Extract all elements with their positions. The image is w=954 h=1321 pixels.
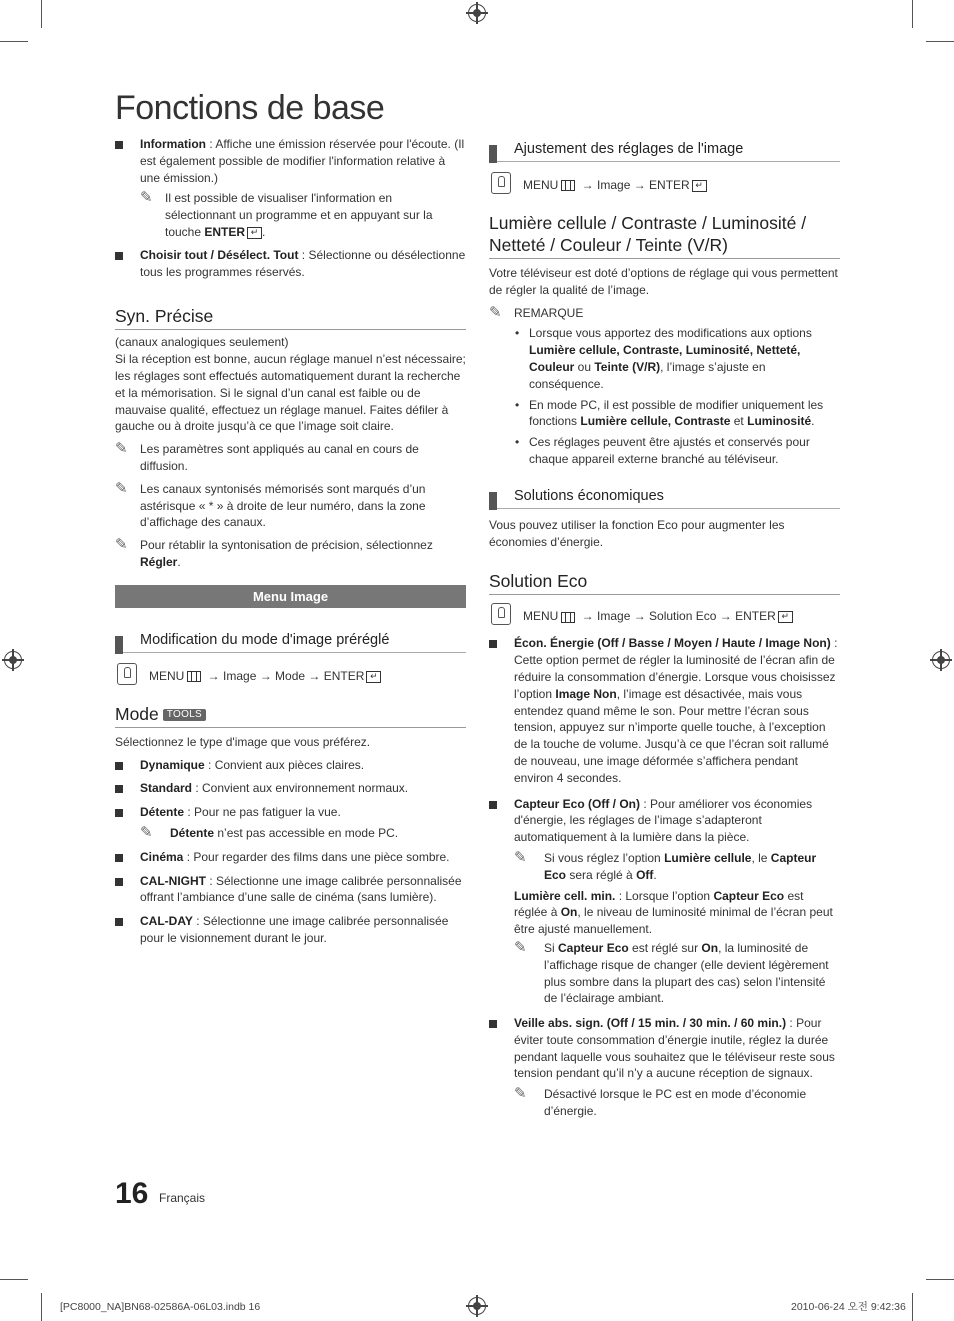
crop-mark [0,41,28,42]
crop-mark [926,41,954,42]
hand-icon [491,172,511,194]
crop-mark [912,1293,913,1321]
registration-mark-icon [932,651,950,669]
pencil-note-icon: ✎ [115,440,128,458]
pencil-note-icon: ✎ [514,848,527,866]
menu-icon [561,180,575,191]
list-item: • Ces réglages peuvent être ajustés et conservés pour chaque appareil externe branché au téléviseur. [489,434,840,468]
list-item: • En mode PC, il est possible de modifier uniquement les fonctions Lumière cellule, Contraste et Luminosité. [489,397,840,431]
paragraph: Votre téléviseur est doté d’options de réglage qui vous permettent de régler la qualité de l’image. [489,266,838,297]
subsection-heading: Modification du mode d'image préréglé [115,630,466,653]
hand-icon [117,663,137,685]
pencil-note-icon: ✎ [115,536,128,554]
note: ✎ Si Capteur Eco est réglé sur On, la luminosité de l’affichage risque de changer (elle devient légèrement plus sombre dans la plupart des cas) selon l’intensité de l’éclairage ambiant. [514,938,829,1006]
pencil-note-icon: ✎ [514,938,527,956]
paragraph: (canaux analogiques seulement) [115,335,289,350]
paragraph: Sélectionnez le type d'image que vous préférez. [115,734,371,749]
note: ✎ Détente n’est pas accessible en mode PC. [140,823,399,841]
list-item: Écon. Énergie (Off / Basse / Moyen / Haute / Image Non) : Cette option permet de régler la luminosité de l’écran afin de réduire la consommation d’énergie. Lorsque vous choisissez l’option Image Non, l’image est désactivée, mais vous entendez quand même le son. Pour mettre l’écran sous tension, appuyez sur n’importe quelle touche, à l’exception de la touche de volume. Jusqu’à ce que l’écran soit rallumé de nouveau, une image déformée s’affichera pendant environ 4 secondes. [489,635,840,786]
page-number: 16 [115,1177,149,1210]
pencil-note-icon: ✎ [140,189,153,207]
page-title: Fonctions de base [115,89,385,127]
enter-icon: ↵ [247,227,262,239]
menu-icon [187,671,201,682]
right-column [489,139,840,1120]
note: ✎ REMARQUE [489,303,584,321]
list-item: Standard : Convient aux environnement normaux. [115,780,466,797]
subsection-heading: Solutions économiques [489,486,840,509]
section-banner: Menu Image [115,585,466,608]
crop-mark [926,1279,954,1280]
section-heading: Mode TOOLS [115,703,466,728]
list-item: • Lorsque vous apportez des modifications aux options Lumière cellule, Contraste, Luminosité, Netteté, Couleur ou Teinte (V/R), l’image s’ajuste en conséquence. [489,325,840,392]
note: ✎ Désactivé lorsque le PC est en mode d’économie d’énergie. [514,1085,807,1119]
file-info: [PC8000_NA]BN68-02586A-06L03.indb 16 [60,1301,261,1313]
list-item: Cinéma : Pour regarder des films dans une pièce sombre. [115,849,466,866]
note: ✎ Les canaux syntonisés mémorisés sont marqués d’un astérisque « * » à droite de leur numéro, dans la zone d’affichage des canaux. [115,479,426,530]
menu-icon [561,612,575,623]
pencil-note-icon: ✎ [489,303,502,321]
menu-path: MENU → Image → Solution Eco → ENTER ↵ [489,605,840,629]
list-item: CAL-NIGHT : Sélectionne une image calibrée personnalisée offrant l’ambiance d’une salle de cinéma (sans lumière). [115,873,466,907]
menu-path: MENU → Image → Mode → ENTER ↵ [115,665,466,689]
pencil-note-icon: ✎ [514,1085,527,1103]
menu-path: MENU → Image → ENTER ↵ [489,174,840,198]
hand-icon [491,603,511,625]
note: ✎ Pour rétablir la syntonisation de précision, sélectionnez Régler. [115,536,433,569]
list-item: CAL-DAY : Sélectionne une image calibrée personnalisée pour le visionnement durant le jour. [115,913,466,947]
section-heading: Solution Eco [489,570,840,595]
note: ✎ Il est possible de visualiser l'information en sélectionnant un programme et en appuyant sur la touche ENTER ↵ . [140,189,433,239]
pencil-note-icon: ✎ [115,479,128,497]
paragraph: Vous pouvez utiliser la fonction Eco pour augmenter les économies d’énergie. [489,517,785,549]
note: ✎ Les paramètres sont appliqués au canal en cours de diffusion. [115,440,419,473]
crop-mark [912,0,913,28]
left-column [115,136,466,954]
crop-mark [41,1293,42,1321]
crop-mark [41,0,42,28]
registration-mark-icon [468,4,486,22]
subsection-heading: Ajustement des réglages de l'image [489,139,840,162]
list-item: Information : Affiche une émission réservée pour l'écoute. (Il est également possible de modifier l'information relative à une émission.) [115,136,466,186]
list-item: Veille abs. sign. (Off / 15 min. / 30 min. / 60 min.) : Pour éviter toute consommation d’énergie inutile, réglez la durée pendant laquelle vous souhaitez que le téléviseur reste sous tension pendant qu’il n’y a aucune réception de signaux. [489,1015,840,1082]
tools-badge: TOOLS [163,709,206,721]
section-heading: Syn. Précise [115,305,466,330]
registration-mark-icon [468,1297,486,1315]
enter-icon: ↵ [366,671,381,683]
paragraph: Si la réception est bonne, aucun réglage manuel n’est nécessaire; les réglages sont effectués automatiquement durant la recherche et la mémorisation. Si le signal d’un canal est faible ou de mauvaise qualité, effectuez un réglage manuel. Faites défiler à gauche ou à droite jusqu’à ce que l’image soit claire. [115,352,466,434]
crop-mark [0,1279,28,1280]
registration-mark-icon [4,651,22,669]
print-date: 2010-06-24 오전 9:42:36 [791,1301,906,1313]
language-label: Français [159,1191,206,1205]
pencil-note-icon: ✎ [140,823,153,841]
list-item: Capteur Eco (Off / On) : Pour améliorer vos économies d'énergie, les réglages de l’image s’adapteront automatiquement à la lumière dans la pièce. [489,796,840,846]
note: ✎ Si vous réglez l’option Lumière cellule, le Capteur Eco sera réglé à Off. [514,848,817,882]
section-heading: Lumière cellule / Contraste / Luminosité / Netteté / Couleur / Teinte (V/R) [489,212,840,259]
enter-icon: ↵ [692,180,707,192]
list-item: Dynamique : Convient aux pièces claires. [115,757,466,774]
enter-icon: ↵ [778,611,793,623]
list-item: Détente : Pour ne pas fatiguer la vue. [115,804,466,821]
paragraph: Lumière cell. min. : Lorsque l’option Capteur Eco est réglée à On, le niveau de luminosité minimal de l’écran peut être ajusté manuellement. [514,888,833,937]
list-item: Choisir tout / Désélect. Tout : Sélectionne ou désélectionne tous les programmes réservés. [115,247,466,281]
